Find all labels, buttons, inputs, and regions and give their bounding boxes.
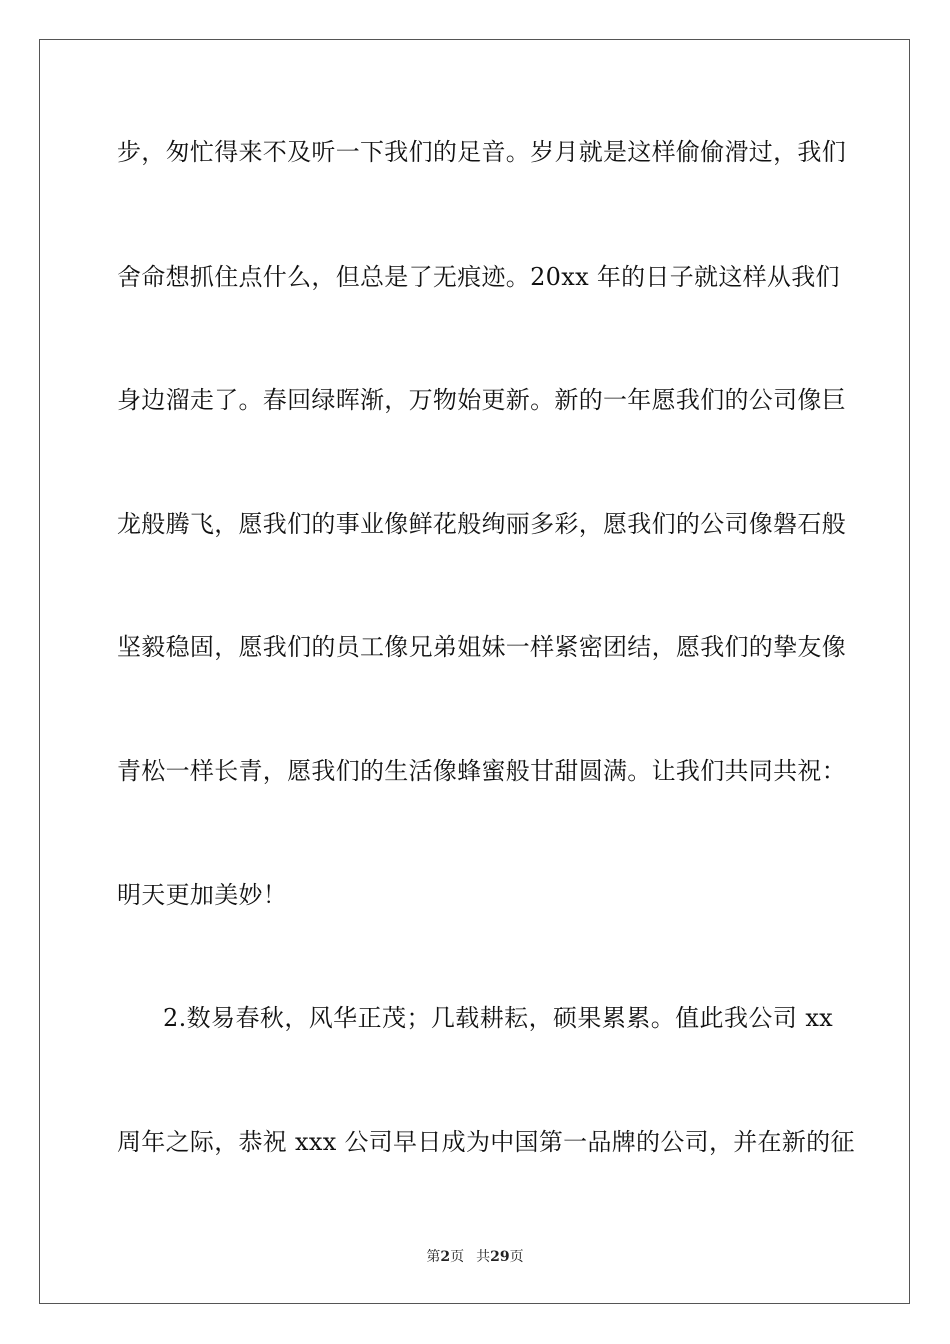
page-footer <box>0 1248 950 1266</box>
page-border <box>39 39 910 1304</box>
body-text-line-2: 舍命想抓住点什么，但总是了无痕迹。20xx 年的日子就这样从我们 <box>117 263 840 291</box>
body-text-line-8: 2.数易春秋，风华正茂；几载耕耘，硕果累累。值此我公司 xx <box>163 1004 833 1032</box>
body-text-line-7: 明天更加美妙！ <box>117 881 288 909</box>
page-suffix: 页 <box>450 1249 465 1265</box>
body-text-line-3: 身边溜走了。春回绿晖渐，万物始更新。新的一年愿我们的公司像巨 <box>117 386 846 414</box>
body-text-line-5: 坚毅稳固，愿我们的员工像兄弟姐妹一样紧密团结，愿我们的挚友像 <box>117 633 846 661</box>
page-prefix: 第 <box>426 1249 441 1265</box>
total-suffix: 页 <box>509 1249 524 1265</box>
body-text-line-6: 青松一样长青，愿我们的生活像蜂蜜般甘甜圆满。让我们共同共祝： <box>117 757 846 785</box>
body-text-line-9: 周年之际，恭祝 xxx 公司早日成为中国第一品牌的公司，并在新的征 <box>117 1128 855 1156</box>
total-pages: 29 <box>490 1249 510 1265</box>
page-number: 2 <box>440 1249 451 1265</box>
body-text-line-4: 龙般腾飞，愿我们的事业像鲜花般绚丽多彩，愿我们的公司像磐石般 <box>117 510 846 538</box>
total-prefix: 共 <box>476 1249 491 1265</box>
body-text-line-1: 步，匆忙得来不及听一下我们的足音。岁月就是这样偷偷滑过，我们 <box>117 138 846 166</box>
